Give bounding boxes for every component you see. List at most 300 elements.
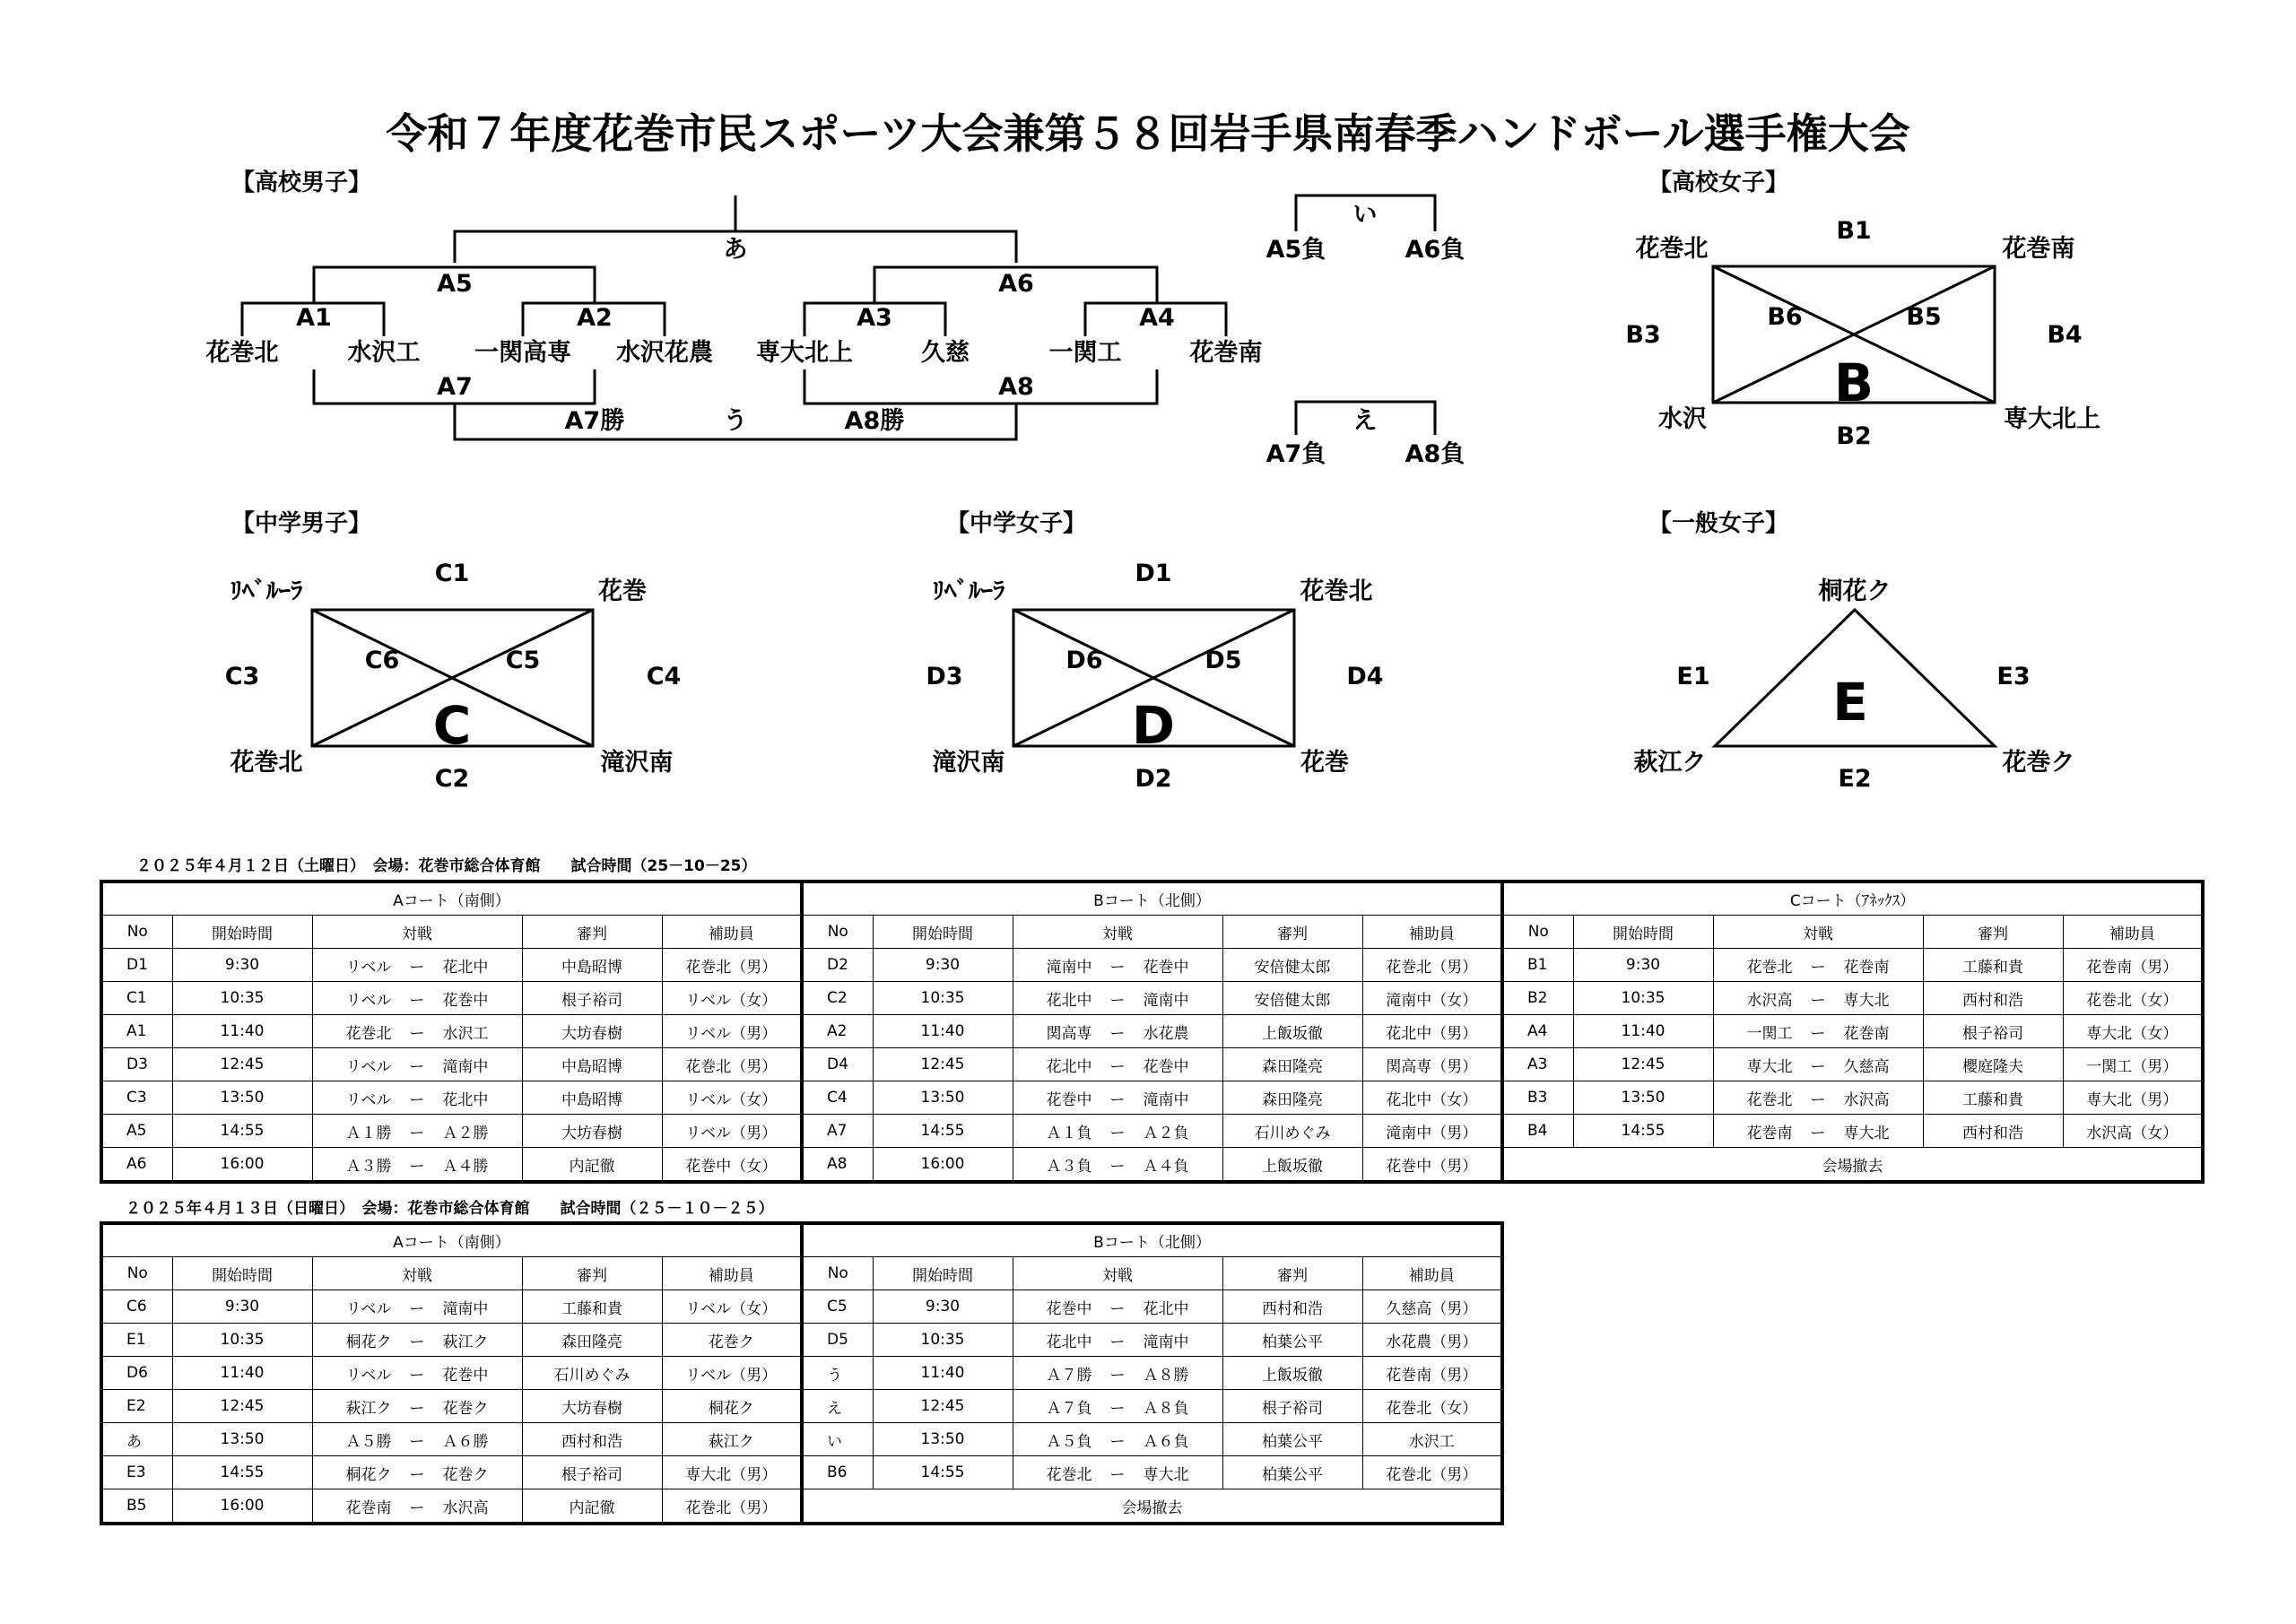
matchup <box>1013 1357 1222 1390</box>
bracket-semi-a6: A6 <box>998 270 1034 298</box>
matchup-text <box>313 1462 522 1484</box>
start-time: 14:55 <box>873 1115 1013 1148</box>
table-row <box>101 1115 2203 1148</box>
team-away: 花北中 <box>1143 1299 1189 1318</box>
section-hs-boys: 【高校男子】 <box>231 169 372 196</box>
vs-separator: ー <box>409 1465 425 1484</box>
matchup-text <box>313 1054 522 1076</box>
column-header: 補助員 <box>2063 916 2203 949</box>
table-row <box>101 1324 1502 1357</box>
start-time: 12:45 <box>873 1390 1013 1423</box>
start-time: 10:35 <box>1573 982 1713 1015</box>
team-away: 花巻南 <box>1843 958 1890 977</box>
team-home: Ａ１勝 <box>345 1124 392 1142</box>
referee: 根子裕司 <box>1923 1015 2063 1048</box>
bracket-i-label: い <box>1352 201 1378 229</box>
referee: 西村和浩 <box>1222 1290 1362 1324</box>
matchup <box>1013 1081 1222 1115</box>
matchup <box>1713 1048 1923 1081</box>
matchup <box>1013 1390 1222 1423</box>
league-c-corner-tr: 花巻 <box>598 578 647 605</box>
referee: 石川めぐみ <box>1222 1115 1362 1148</box>
start-time: 16:00 <box>172 1489 312 1524</box>
assistant: 専大北（女） <box>2063 1015 2203 1048</box>
league-b-right: B4 <box>2047 321 2083 349</box>
assistant: 一関工（男） <box>2063 1048 2203 1081</box>
assistant: 花北中（女） <box>1362 1081 1502 1115</box>
section-general-women: 【一般女子】 <box>1648 510 1789 537</box>
team-away: 花巻ク <box>442 1399 489 1418</box>
team-away: 花巻中 <box>442 991 489 1010</box>
vs-separator: ー <box>1810 1024 1826 1043</box>
assistant: 花巻北（女） <box>1362 1390 1502 1423</box>
referee: 森田隆亮 <box>522 1324 662 1357</box>
vs-separator: ー <box>1810 1124 1826 1142</box>
team-home: Ａ７勝 <box>1046 1366 1092 1385</box>
league-d-top: D1 <box>1135 560 1172 587</box>
column-header: 対戦 <box>312 1257 522 1290</box>
league-b-letter: B <box>1833 352 1874 413</box>
referee: 根子裕司 <box>1222 1390 1362 1423</box>
table-row <box>101 949 2203 982</box>
matchup-text <box>313 954 522 977</box>
team-away: 久慈高 <box>1843 1057 1890 1076</box>
column-header: 開始時間 <box>873 1257 1013 1290</box>
court-name: Cコート（ｱﾈｯｸｽ） <box>1502 881 2203 916</box>
matchup-text <box>1013 987 1222 1010</box>
league-d-right: D4 <box>1346 663 1384 690</box>
referee: 中島昭博 <box>522 1081 662 1115</box>
matchup <box>312 1081 522 1115</box>
vs-separator: ー <box>1109 1157 1126 1176</box>
league-d-corner-tr: 花巻北 <box>1300 578 1373 605</box>
column-header: No <box>101 916 172 949</box>
vs-separator: ー <box>1810 991 1826 1010</box>
matchup-text <box>313 1020 522 1043</box>
match-no: B3 <box>1502 1081 1573 1115</box>
matchup <box>1013 1148 1222 1183</box>
match-no: A5 <box>101 1115 172 1148</box>
referee: 櫻庭隆夫 <box>1923 1048 2063 1081</box>
league-d-left: D3 <box>926 663 963 690</box>
referee: 森田隆亮 <box>1222 1081 1362 1115</box>
team-away: 花巻中 <box>1143 1057 1189 1076</box>
match-no: A8 <box>802 1148 873 1183</box>
assistant: 久慈高（男） <box>1362 1290 1502 1324</box>
league-d-corner-bl: 滝沢南 <box>932 749 1005 777</box>
team-home: 花巻中 <box>1046 1299 1092 1318</box>
bracket-i-left: A5負 <box>1265 236 1326 264</box>
team-away: Ａ８負 <box>1143 1399 1189 1418</box>
vs-separator: ー <box>1109 991 1126 1010</box>
court-name: Aコート（南側） <box>101 1223 802 1257</box>
referee: 大坊春樹 <box>522 1015 662 1048</box>
match-no: D4 <box>802 1048 873 1081</box>
referee: 工藤和貴 <box>1923 949 2063 982</box>
league-e-corner-br: 花巻ク <box>2002 749 2075 777</box>
referee: 石川めぐみ <box>522 1357 662 1390</box>
day2-schedule-table <box>100 1221 1504 1525</box>
bracket-team-7: 一関工 <box>1048 339 1122 367</box>
team-home: 花北中 <box>1046 1333 1092 1351</box>
start-time: 13:50 <box>873 1081 1013 1115</box>
matchup <box>312 1115 522 1148</box>
bracket-qf-a2: A2 <box>577 304 613 332</box>
bracket-team-4: 水沢花農 <box>616 339 713 367</box>
team-home: 桐花ク <box>345 1465 392 1484</box>
vs-separator: ー <box>1109 1090 1126 1109</box>
matchup-text <box>313 987 522 1010</box>
matchup <box>1013 1290 1222 1324</box>
start-time: 11:40 <box>873 1357 1013 1390</box>
team-home: リベル <box>345 1057 392 1076</box>
assistant: 花巻北（男） <box>662 1048 802 1081</box>
column-header: 審判 <box>1923 916 2063 949</box>
start-time: 9:30 <box>1573 949 1713 982</box>
match-no: い <box>802 1423 873 1456</box>
assistant: 専大北（男） <box>2063 1081 2203 1115</box>
assistant: 花巻北（男） <box>662 949 802 982</box>
assistant: 萩江ク <box>662 1423 802 1456</box>
column-header: 審判 <box>522 1257 662 1290</box>
league-c-corner-tl: ﾘﾍﾞﾙｰﾗ <box>230 578 303 605</box>
matchup <box>312 1015 522 1048</box>
league-e-left: E1 <box>1676 663 1710 690</box>
matchup-text <box>1013 1429 1222 1451</box>
team-away: 滝南中 <box>1143 1090 1189 1109</box>
assistant: リベル（女） <box>662 1081 802 1115</box>
column-header: No <box>1502 916 1573 949</box>
start-time: 14:55 <box>873 1456 1013 1489</box>
assistant: 花北中（男） <box>1362 1015 1502 1048</box>
matchup-text <box>1013 1054 1222 1076</box>
team-home: Ａ７負 <box>1046 1399 1092 1418</box>
venue-closing: 会場撤去 <box>802 1489 1502 1524</box>
matchup-text <box>1714 1120 1923 1142</box>
match-no: D1 <box>101 949 172 982</box>
team-home: 専大北 <box>1746 1057 1793 1076</box>
matchup-text <box>1714 987 1923 1010</box>
column-header: No <box>802 1257 873 1290</box>
matchup-text <box>1013 1462 1222 1484</box>
match-no: D6 <box>101 1357 172 1390</box>
match-no: A3 <box>1502 1048 1573 1081</box>
referee: 上飯坂徹 <box>1222 1015 1362 1048</box>
start-time: 12:45 <box>172 1390 312 1423</box>
matchup <box>1713 949 1923 982</box>
bracket-team-3: 一関高専 <box>474 339 571 367</box>
match-no: B2 <box>1502 982 1573 1015</box>
referee: 西村和浩 <box>1923 982 2063 1015</box>
court-header-row <box>101 1223 1502 1257</box>
team-away: 水沢高 <box>442 1498 489 1517</box>
vs-separator: ー <box>409 1333 425 1351</box>
league-d-corner-tl: ﾘﾍﾞﾙｰﾗ <box>932 578 1005 605</box>
assistant: 花巻中（男） <box>1362 1148 1502 1183</box>
referee: 西村和浩 <box>522 1423 662 1456</box>
referee: 根子裕司 <box>522 982 662 1015</box>
vs-separator: ー <box>409 1399 425 1418</box>
match-no: B6 <box>802 1456 873 1489</box>
referee: 大坊春樹 <box>522 1390 662 1423</box>
bracket-qf-a3: A3 <box>857 304 892 332</box>
team-away: 専大北 <box>1843 1124 1890 1142</box>
matchup <box>1713 1015 1923 1048</box>
column-header: 対戦 <box>1013 1257 1222 1290</box>
table-row <box>101 1148 2203 1183</box>
matchup <box>1713 982 1923 1015</box>
start-time: 12:45 <box>873 1048 1013 1081</box>
bracket-third-label: う <box>723 407 748 435</box>
matchup <box>1713 1115 1923 1148</box>
matchup <box>312 1357 522 1390</box>
start-time: 11:40 <box>172 1357 312 1390</box>
assistant: 花巻中（女） <box>662 1148 802 1183</box>
vs-separator: ー <box>1810 1090 1826 1109</box>
start-time: 9:30 <box>172 949 312 982</box>
start-time: 9:30 <box>873 1290 1013 1324</box>
match-no: E3 <box>101 1456 172 1489</box>
column-header: 開始時間 <box>172 916 312 949</box>
start-time: 10:35 <box>172 982 312 1015</box>
start-time: 10:35 <box>873 1324 1013 1357</box>
matchup-text <box>1714 954 1923 977</box>
league-c-corner-br: 滝沢南 <box>600 749 674 777</box>
team-home: リベル <box>345 958 392 977</box>
league-b-corner-tl: 花巻北 <box>1635 235 1709 263</box>
matchup <box>1013 949 1222 982</box>
start-time: 11:40 <box>172 1015 312 1048</box>
vs-separator: ー <box>409 958 425 977</box>
matchup <box>1013 1048 1222 1081</box>
team-away: Ａ４勝 <box>442 1157 489 1176</box>
assistant: 関高専（男） <box>1362 1048 1502 1081</box>
league-b-diagram <box>1625 217 2100 450</box>
start-time: 9:30 <box>873 949 1013 982</box>
bracket-third-left: A7勝 <box>564 407 625 435</box>
team-home: 花巻中 <box>1046 1090 1092 1109</box>
start-time: 16:00 <box>172 1148 312 1183</box>
vs-separator: ー <box>409 1157 425 1176</box>
matchup-text <box>1013 1395 1222 1418</box>
team-home: 花北中 <box>1046 1057 1092 1076</box>
league-c-diagram <box>225 560 682 793</box>
match-no: D5 <box>802 1324 873 1357</box>
league-d-diag-right: D5 <box>1205 647 1242 674</box>
league-c-top: C1 <box>434 560 470 587</box>
assistant: 水沢高（女） <box>2063 1115 2203 1148</box>
matchup <box>1013 1115 1222 1148</box>
assistant: 花巻北（女） <box>2063 982 2203 1015</box>
vs-separator: ー <box>1109 1465 1126 1484</box>
team-away: 花北中 <box>442 1090 489 1109</box>
vs-separator: ー <box>1810 958 1826 977</box>
referee: 柏葉公平 <box>1222 1456 1362 1489</box>
league-c-left: C3 <box>224 663 260 690</box>
match-no: え <box>802 1390 873 1423</box>
matchup-text <box>1013 1020 1222 1043</box>
match-no: う <box>802 1357 873 1390</box>
league-b-corner-tr: 花巻南 <box>2002 235 2075 263</box>
bracket-e-left: A7負 <box>1265 440 1326 468</box>
match-no: D3 <box>101 1048 172 1081</box>
league-d-bottom: D2 <box>1135 765 1172 793</box>
team-away: 滝南中 <box>442 1299 489 1318</box>
column-header: No <box>101 1257 172 1290</box>
section-jh-girls: 【中学女子】 <box>946 510 1087 537</box>
matchup-text <box>313 1087 522 1109</box>
column-header: 開始時間 <box>172 1257 312 1290</box>
assistant: リベル（男） <box>662 1115 802 1148</box>
column-header: 対戦 <box>1713 916 1923 949</box>
column-header: 対戦 <box>312 916 522 949</box>
league-c-diag-left: C6 <box>364 647 400 674</box>
assistant: 花巻北（男） <box>662 1489 802 1524</box>
team-away: 専大北 <box>1843 991 1890 1010</box>
column-header: 対戦 <box>1013 916 1222 949</box>
column-header: No <box>802 916 873 949</box>
matchup <box>312 1290 522 1324</box>
column-header: 補助員 <box>1362 1257 1502 1290</box>
team-home: 花巻北 <box>1746 1090 1793 1109</box>
vs-separator: ー <box>1109 1299 1126 1318</box>
start-time: 13:50 <box>873 1423 1013 1456</box>
matchup <box>312 1048 522 1081</box>
team-home: 花巻北 <box>345 1024 392 1043</box>
match-no: C1 <box>101 982 172 1015</box>
match-no: E1 <box>101 1324 172 1357</box>
court-name: Aコート（南側） <box>101 881 802 916</box>
vs-separator: ー <box>409 1366 425 1385</box>
bracket-e-label: え <box>1352 407 1378 435</box>
vs-separator: ー <box>409 1432 425 1451</box>
team-away: 水沢高 <box>1843 1090 1890 1109</box>
team-home: 花北中 <box>1046 991 1092 1010</box>
table-row <box>101 1489 1502 1524</box>
league-e-corner-bl: 萩江ク <box>1633 749 1707 777</box>
vs-separator: ー <box>1109 1399 1126 1418</box>
match-no: C6 <box>101 1290 172 1324</box>
match-no: A7 <box>802 1115 873 1148</box>
team-away: 花巻南 <box>1843 1024 1890 1043</box>
team-away: 専大北 <box>1143 1465 1189 1484</box>
table-row <box>101 1290 1502 1324</box>
matchup <box>1013 1423 1222 1456</box>
team-away: 水花農 <box>1143 1024 1189 1043</box>
matchup-text <box>1714 1054 1923 1076</box>
matchup <box>1013 1324 1222 1357</box>
matchup-text <box>313 1395 522 1418</box>
assistant: 水沢工 <box>1362 1423 1502 1456</box>
start-time: 12:45 <box>172 1048 312 1081</box>
matchup <box>1013 1456 1222 1489</box>
team-home: Ａ５勝 <box>345 1432 392 1451</box>
match-no: C2 <box>802 982 873 1015</box>
match-no: A1 <box>101 1015 172 1048</box>
vs-separator: ー <box>1810 1057 1826 1076</box>
league-c-letter: C <box>432 695 472 756</box>
match-no: あ <box>101 1423 172 1456</box>
vs-separator: ー <box>409 991 425 1010</box>
match-no: E2 <box>101 1390 172 1423</box>
matchup-text <box>313 1429 522 1451</box>
matchup-text <box>313 1495 522 1517</box>
team-home: リベル <box>345 991 392 1010</box>
match-no: A2 <box>802 1015 873 1048</box>
team-away: Ａ６負 <box>1143 1432 1189 1451</box>
team-away: 萩江ク <box>442 1333 489 1351</box>
matchup-text <box>1013 1296 1222 1318</box>
assistant: 専大北（男） <box>662 1456 802 1489</box>
match-no: C4 <box>802 1081 873 1115</box>
assistant: 花巻南（男） <box>2063 949 2203 982</box>
referee: 内記徹 <box>522 1489 662 1524</box>
assistant: 桐花ク <box>662 1390 802 1423</box>
table-row <box>101 1015 2203 1048</box>
bracket-semi-a5: A5 <box>437 270 473 298</box>
team-away: Ａ６勝 <box>442 1432 489 1451</box>
start-time: 9:30 <box>172 1290 312 1324</box>
team-away: Ａ８勝 <box>1143 1366 1189 1385</box>
assistant: 花巻北（男） <box>1362 1456 1502 1489</box>
column-header: 審判 <box>1222 1257 1362 1290</box>
referee: 工藤和貴 <box>522 1290 662 1324</box>
matchup-text <box>1013 1153 1222 1176</box>
team-away: 滝南中 <box>1143 991 1189 1010</box>
league-b-corner-br: 専大北上 <box>2004 405 2100 433</box>
vs-separator: ー <box>409 1299 425 1318</box>
league-b-diag-right: B5 <box>1906 303 1942 331</box>
vs-separator: ー <box>409 1024 425 1043</box>
assistant: リベル（男） <box>662 1357 802 1390</box>
vs-separator: ー <box>1109 1057 1126 1076</box>
team-away: Ａ２勝 <box>442 1124 489 1142</box>
match-no: B1 <box>1502 949 1573 982</box>
match-no: A6 <box>101 1148 172 1183</box>
bracket-consolation-a8: A8 <box>998 373 1034 401</box>
vs-separator: ー <box>1109 958 1126 977</box>
referee: 柏葉公平 <box>1222 1423 1362 1456</box>
column-header: 審判 <box>522 916 662 949</box>
assistant: リベル（女） <box>662 982 802 1015</box>
court-header-row <box>101 881 2203 916</box>
league-b-left: B3 <box>1625 321 1661 349</box>
column-header: 開始時間 <box>1573 916 1713 949</box>
start-time: 13:50 <box>172 1081 312 1115</box>
vs-separator: ー <box>1109 1333 1126 1351</box>
page-title: 令和７年度花巻市民スポーツ大会兼第５８回岩手県南春季ハンドボール選手権大会 <box>386 109 1910 158</box>
referee: 中島昭博 <box>522 1048 662 1081</box>
matchup-text <box>1013 1362 1222 1385</box>
bracket-team-8: 花巻南 <box>1189 339 1263 367</box>
matchup-text <box>313 1153 522 1176</box>
assistant: 水花農（男） <box>1362 1324 1502 1357</box>
vs-separator: ー <box>409 1057 425 1076</box>
matchup <box>312 982 522 1015</box>
match-no: B5 <box>101 1489 172 1524</box>
team-home: Ａ３勝 <box>345 1157 392 1176</box>
referee: 中島昭博 <box>522 949 662 982</box>
team-away: 水沢工 <box>442 1024 489 1043</box>
matchup-text <box>313 1329 522 1351</box>
team-away: 花北中 <box>442 958 489 977</box>
table-row <box>101 1456 1502 1489</box>
team-away: Ａ４負 <box>1143 1157 1189 1176</box>
column-header: 開始時間 <box>873 916 1013 949</box>
vs-separator: ー <box>1109 1366 1126 1385</box>
start-time: 10:35 <box>172 1324 312 1357</box>
team-home: 花巻南 <box>345 1498 392 1517</box>
